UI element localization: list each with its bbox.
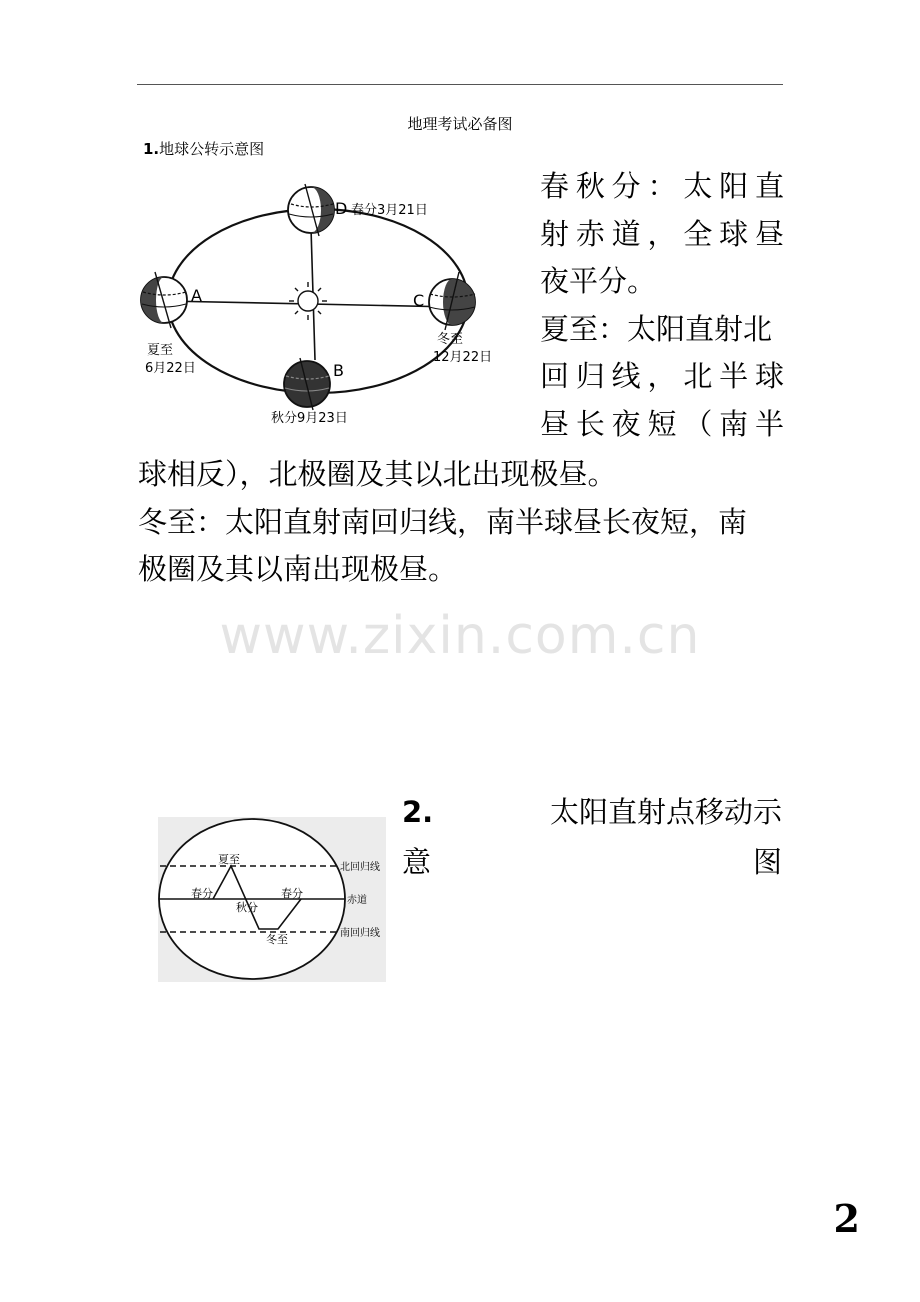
- section1-right-text: [540, 163, 784, 448]
- tropic-south-label: 南回归线: [340, 928, 380, 939]
- point-c-label: C: [413, 291, 425, 310]
- section2-number: 2.: [402, 795, 434, 829]
- section1-title: 地球公转示意图: [159, 140, 265, 158]
- sun-icon: [289, 282, 327, 320]
- tropic-north-label: 北回归线: [340, 862, 380, 873]
- text-line: 昼长夜短（南半: [540, 406, 784, 441]
- point-b-label: B: [333, 361, 344, 380]
- text-line: 夜平分。: [540, 264, 657, 298]
- section1-label: [143, 138, 264, 159]
- text-line: 冬至：太阳直射南回归线，南半球昼长夜短，南: [138, 504, 748, 539]
- summer-label: 夏至: [218, 853, 240, 866]
- spring-left-label: 春分: [191, 887, 213, 900]
- section2-title-part3: 图: [752, 845, 782, 879]
- text-line: 春秋分：太阳直: [540, 169, 784, 203]
- summer-solstice-date: 6月22日: [145, 361, 196, 376]
- solar-point-movement-diagram: [158, 817, 386, 982]
- spring-right-label: 春分: [281, 887, 303, 900]
- earth-spring-icon: [288, 184, 334, 236]
- text-line: 极圈及其以南出现极昼。: [138, 552, 458, 586]
- section1-full-text: [138, 451, 788, 594]
- header-rule: [137, 84, 783, 85]
- spring-equinox-label: 春分3月21日: [351, 203, 428, 218]
- point-d-label: D: [335, 199, 348, 218]
- earth-winter-icon: [429, 272, 475, 330]
- equator-label: 赤道: [347, 895, 367, 906]
- earth-revolution-diagram: [137, 176, 507, 436]
- summer-solstice-label: 夏至: [147, 343, 174, 358]
- watermark: www.zixin.com.cn: [219, 606, 701, 666]
- winter-solstice-label: 冬至: [437, 332, 464, 347]
- section2-title-part1: 太阳直射点移动示: [549, 795, 782, 829]
- winter-label: 冬至: [266, 933, 288, 946]
- text-line: 球相反），北极圈及其以北出现极昼。: [138, 457, 617, 491]
- autumn-equinox-label: 秋分9月23日: [271, 411, 348, 426]
- text-line: 回归线，北半球: [540, 359, 784, 393]
- earth-autumn-icon: [284, 358, 330, 410]
- autumn-label: 秋分: [236, 901, 258, 914]
- earth-summer-icon: [141, 272, 187, 328]
- text-line: 夏至：太阳直射北: [540, 311, 773, 346]
- point-a-label: A: [191, 286, 202, 305]
- document-title: 地理考试必备图: [407, 115, 513, 133]
- page-number: 2: [833, 1196, 860, 1241]
- section1-number: 1.: [143, 140, 160, 158]
- section2-title-part2: 意: [402, 845, 432, 879]
- text-line: 射赤道，全球昼: [540, 216, 784, 251]
- winter-solstice-date: 12月22日: [433, 350, 493, 365]
